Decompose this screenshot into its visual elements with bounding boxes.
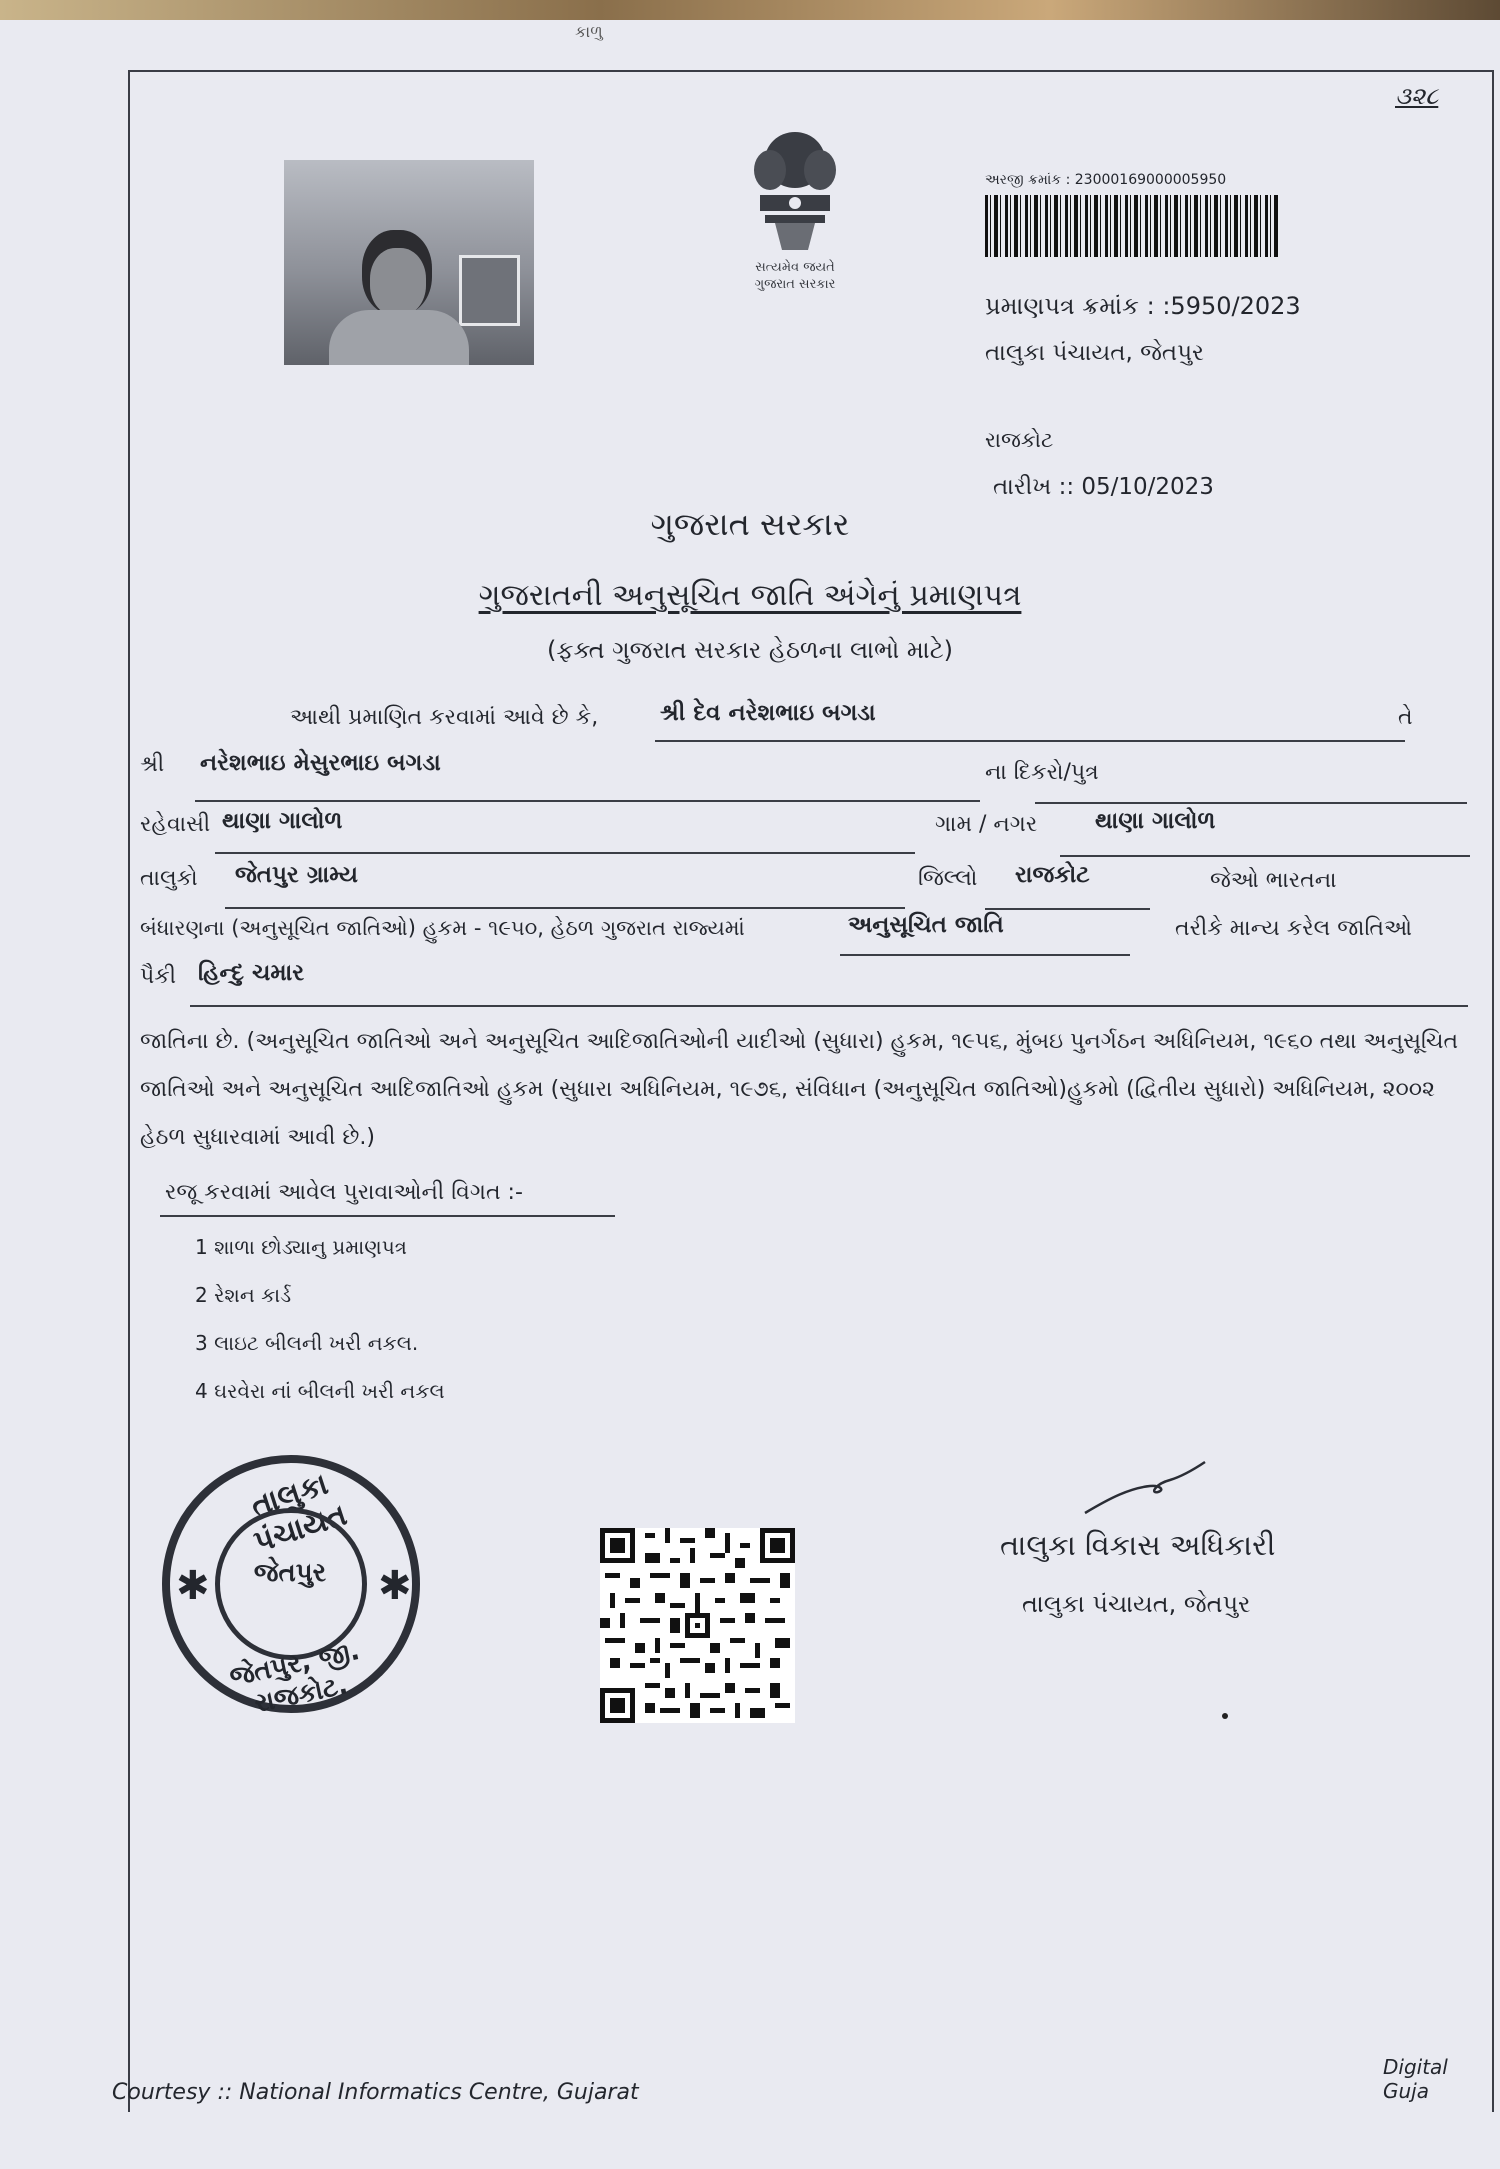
certificate-subtitle: (ફક્ત ગુજરાત સરકાર હેઠળના લાભો માટે) [546, 636, 954, 664]
recognized-label: તરીકે માન્ય કરેલ જાતિઓ [1175, 916, 1412, 941]
seal-text-middle: જેતપુર [253, 1558, 327, 1588]
issuing-office: તાલુકા પંચાયત, જેતપુર [985, 340, 1204, 366]
resident-label: રહેવાસી [140, 812, 211, 837]
certificate-number: પ્રમાણપત્ર ક્રમાંક : :5950/2023 [985, 292, 1301, 320]
seal-text-top: તાલુકા પંચાયત [246, 1466, 352, 1561]
digital-gujarat-footer: Digital Guja [1383, 2055, 1448, 2103]
taluka-label: તાલુકો [140, 866, 198, 891]
village-value: થાણા ગાલોળ [1095, 808, 1216, 834]
emblem-caption-government: ગુજરાત સરકાર [754, 277, 836, 292]
certificate-title-text: ગુજરાતની અનુસૂચિત જાતિ અંગેનું પ્રમાણપત્ર [478, 578, 1022, 613]
barcode [985, 195, 1280, 257]
applicant-name: શ્રી દેવ નરેશભાઇ બગડા [660, 700, 876, 726]
intro-label: આથી પ્રમાણિત કરવામાં આવે છે કે, [290, 705, 599, 730]
ink-dot [1222, 1713, 1228, 1719]
district-value: રાજકોટ [1015, 862, 1090, 888]
top-mark: કાળુ [575, 22, 603, 41]
jeo-label: જેઓ ભારતના [1210, 868, 1337, 893]
star-icon: ✱ [378, 1563, 412, 1609]
star-icon: ✱ [176, 1563, 210, 1609]
document-item: 4 ઘરવેરા નાં બીલની ખરી નકલ [195, 1379, 445, 1403]
signatory-title: તાલુકા વિકાસ અધિકારી [1000, 1528, 1276, 1562]
document-item: 2 રેશન કાર્ડ [195, 1283, 292, 1307]
document-item: 3 લાઇટ બીલની ખરી નકલ. [195, 1331, 419, 1355]
qr-code [600, 1528, 795, 1723]
government-heading: ગુજરાત સરકાર [650, 505, 850, 543]
signatory-office: તાલુકા પંચાયત, જેતપુર [1022, 1590, 1251, 1618]
constitution-text: બંધારણના (અનુસૂચિત જાતિઓ) હુકમ - ૧૯૫૦, હેઠળ ગુજરાત રાજ્યમાં [140, 916, 745, 940]
documents-list [195, 1235, 445, 1427]
issue-date: તારીખ :: 05/10/2023 [993, 474, 1214, 500]
official-seal [162, 1455, 420, 1720]
resident-value: થાણા ગાલોળ [222, 808, 343, 834]
emblem-caption-motto: સત્યમેવ જયતે [755, 260, 835, 275]
courtesy-footer: Courtesy :: National Informatics Centre, Gujarat [112, 2080, 639, 2105]
page-number: ૩૨૮ [1395, 82, 1439, 110]
shri-label: શ્રી [140, 752, 165, 777]
village-label: ગામ / નગર [935, 812, 1038, 837]
signature-mark [1080, 1458, 1210, 1522]
father-name: નરેશભાઇ મેસુરભાઇ બગડા [200, 750, 441, 776]
caste-value: હિન્દુ ચમાર [198, 960, 305, 986]
documents-heading: રજૂ કરવામાં આવેલ પુરાવાઓની વિગત :- [165, 1180, 523, 1205]
certificate-title [0, 578, 1500, 613]
seal-text-bottom: જેતપુર, જી. રાજકોટ. [227, 1635, 363, 1720]
te-label: તે [1398, 705, 1413, 730]
lion-capital-icon [740, 125, 850, 255]
among-label: પૈકી [140, 964, 177, 989]
document-item: 1 શાળા છોડ્યાનુ પ્રમાણપત્ર [195, 1235, 407, 1259]
taluka-value: જેતપુર ગ્રામ્ય [235, 862, 358, 888]
applicant-photo [284, 160, 534, 365]
state-emblem [720, 125, 870, 305]
legal-paragraph: જાતિના છે. (અનુસૂચિત જાતિઓ અને અનુસૂચિત આદિજાતિઓની યાદીઓ (સુધારા) હુકમ, ૧૯૫૬, મુંબઇ પુનર્ગઠન અધિનિયમ, ૧૯૬૦ તથા અનુસૂચિત જાતિઓ અને અનુસૂચિત આદિજાતિઓ હુકમ (સુધારા અધિનિયમ, ૧૯૭૬, સંવિધાન (અનુસૂચિત જાતિઓ)હુકમો (દ્વિતીય સુધારો) અધિનિયમ, ૨૦૦૨ હેઠળ સુધારવામાં આવી છે.) [140, 1029, 1459, 1150]
issuing-district: રાજકોટ [985, 428, 1054, 452]
application-number: અરજી ક્રમાંક : 23000169000005950 [985, 172, 1227, 188]
district-label: જિલ્લો [918, 866, 978, 891]
son-label: ના દિકરો/પુત્ર [985, 760, 1099, 785]
category-value: અનુસૂચિત જાતિ [848, 912, 1004, 938]
